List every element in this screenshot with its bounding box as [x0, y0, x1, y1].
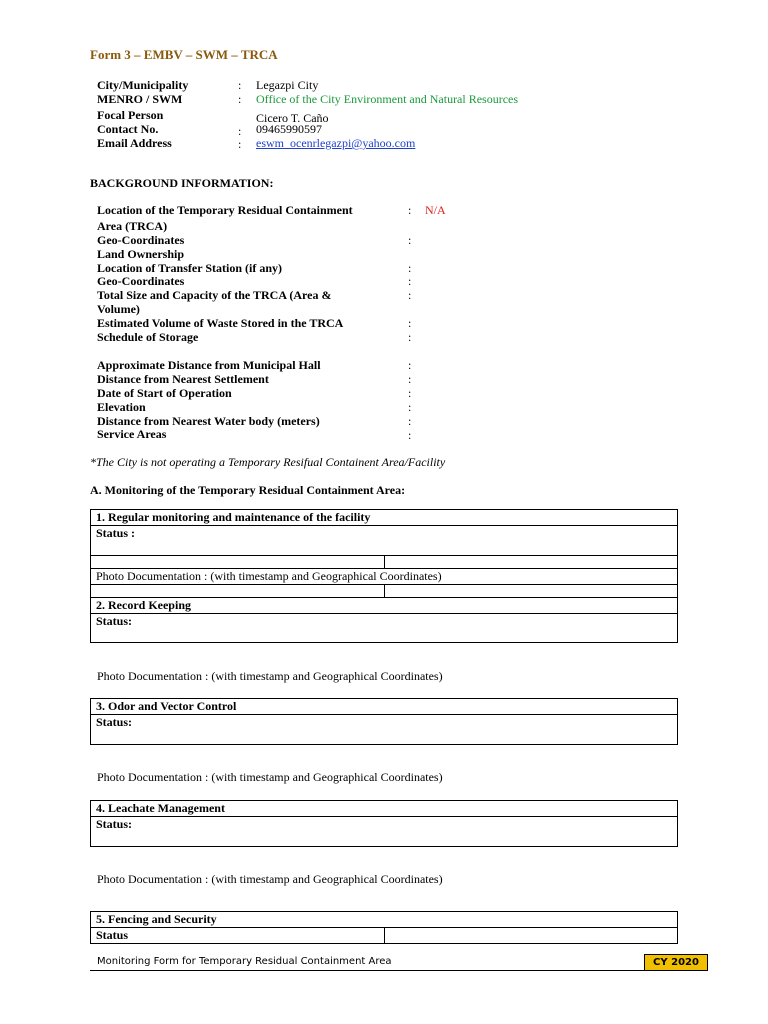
item1-photo-cell-right[interactable] [385, 556, 678, 569]
monitoring-table-3 [90, 698, 678, 745]
distance-hall-colon: : [408, 358, 412, 372]
service-areas-label: Service Areas [97, 427, 167, 441]
item2-title: 2. Record Keeping [91, 598, 678, 614]
contact-colon: : [238, 124, 242, 138]
item4-photo-doc: Photo Documentation : (with timestamp and Geographical Coordinates) [97, 872, 443, 886]
trca-note: *The City is not operating a Temporary Resifual Containent Area/Facility [90, 455, 446, 469]
waste-volume-colon: : [408, 316, 412, 330]
elevation-colon: : [408, 400, 412, 414]
form-title: Form 3 – EMBV – SWM – TRCA [90, 47, 278, 62]
start-date-label: Date of Start of Operation [97, 386, 232, 400]
location-label: Location of the Temporary Residual Containment [97, 203, 353, 217]
footer-divider [90, 970, 708, 971]
distance-settlement-label: Distance from Nearest Settlement [97, 372, 269, 386]
size-capacity-colon: : [408, 288, 412, 302]
year-badge: CY 2020 [644, 954, 708, 971]
item2-photo-doc: Photo Documentation : (with timestamp and Geographical Coordinates) [97, 669, 443, 683]
transfer-station-label: Location of Transfer Station (if any) [97, 261, 282, 275]
contact-label: Contact No. [97, 122, 159, 136]
item2-status-field[interactable]: Status: [91, 614, 678, 643]
item5-status-field[interactable]: Status [91, 928, 385, 944]
monitoring-heading: A. Monitoring of the Temporary Residual Containment Area: [90, 483, 406, 497]
location-value: N/A [425, 203, 446, 217]
item4-status-field[interactable]: Status: [91, 817, 678, 847]
city-colon: : [238, 78, 242, 92]
menro-value: Office of the City Environment and Natural Resources [256, 92, 519, 106]
service-areas-colon: : [408, 428, 412, 442]
location-label-cont: Area (TRCA) [97, 219, 168, 233]
geo-coordinates-2-label: Geo-Coordinates [97, 274, 185, 288]
item5-status-value[interactable] [385, 928, 678, 944]
distance-water-colon: : [408, 414, 412, 428]
distance-water-label: Distance from Nearest Water body (meters) [97, 414, 320, 428]
geo-coordinates-label: Geo-Coordinates [97, 233, 185, 247]
item4-title: 4. Leachate Management [91, 801, 678, 817]
city-value: Legazpi City [256, 78, 319, 92]
transfer-station-colon: : [408, 261, 412, 275]
monitoring-table-5 [90, 911, 678, 944]
item1-photo-cell-right-2[interactable] [385, 585, 678, 598]
monitoring-table-4 [90, 800, 678, 847]
item1-photo-cell-left[interactable] [91, 556, 385, 569]
email-colon: : [238, 137, 242, 151]
item5-title: 5. Fencing and Security [91, 912, 678, 928]
city-label: City/Municipality [97, 78, 189, 92]
land-ownership-label: Land Ownership [97, 247, 185, 261]
item1-photo-cell-left-2[interactable] [91, 585, 385, 598]
focal-person-label: Focal Person [97, 108, 164, 122]
size-capacity-label-cont: Volume) [97, 302, 140, 316]
menro-colon: : [238, 92, 242, 106]
item3-photo-doc: Photo Documentation : (with timestamp and Geographical Coordinates) [97, 770, 443, 784]
background-heading: BACKGROUND INFORMATION: [90, 176, 274, 190]
item1-status-field[interactable]: Status : [91, 526, 678, 556]
menro-label: MENRO / SWM [97, 92, 183, 106]
contact-value: 09465990597 [256, 122, 322, 136]
item1-photo-doc: Photo Documentation : (with timestamp and Geographical Coordinates) [91, 569, 678, 585]
email-label: Email Address [97, 136, 172, 150]
location-colon: : [408, 203, 412, 217]
elevation-label: Elevation [97, 400, 146, 414]
email-link[interactable]: eswm_ocenrlegazpi@yahoo.com [256, 136, 416, 150]
geo-coordinates-2-colon: : [408, 274, 412, 288]
item1-title: 1. Regular monitoring and maintenance of the facility [91, 510, 678, 526]
size-capacity-label: Total Size and Capacity of the TRCA (Area & [97, 288, 332, 302]
distance-settlement-colon: : [408, 372, 412, 386]
storage-schedule-label: Schedule of Storage [97, 330, 199, 344]
focal-person-value: Cicero T. Caño [256, 111, 329, 125]
item3-title: 3. Odor and Vector Control [91, 699, 678, 715]
monitoring-table-1 [90, 509, 678, 643]
footer-text: Monitoring Form for Temporary Residual Containment Area [97, 956, 392, 967]
geo-coordinates-colon: : [408, 233, 412, 247]
waste-volume-label: Estimated Volume of Waste Stored in the TRCA [97, 316, 344, 330]
storage-schedule-colon: : [408, 330, 412, 344]
item3-status-field[interactable]: Status: [91, 715, 678, 745]
distance-hall-label: Approximate Distance from Municipal Hall [97, 358, 321, 372]
start-date-colon: : [408, 386, 412, 400]
